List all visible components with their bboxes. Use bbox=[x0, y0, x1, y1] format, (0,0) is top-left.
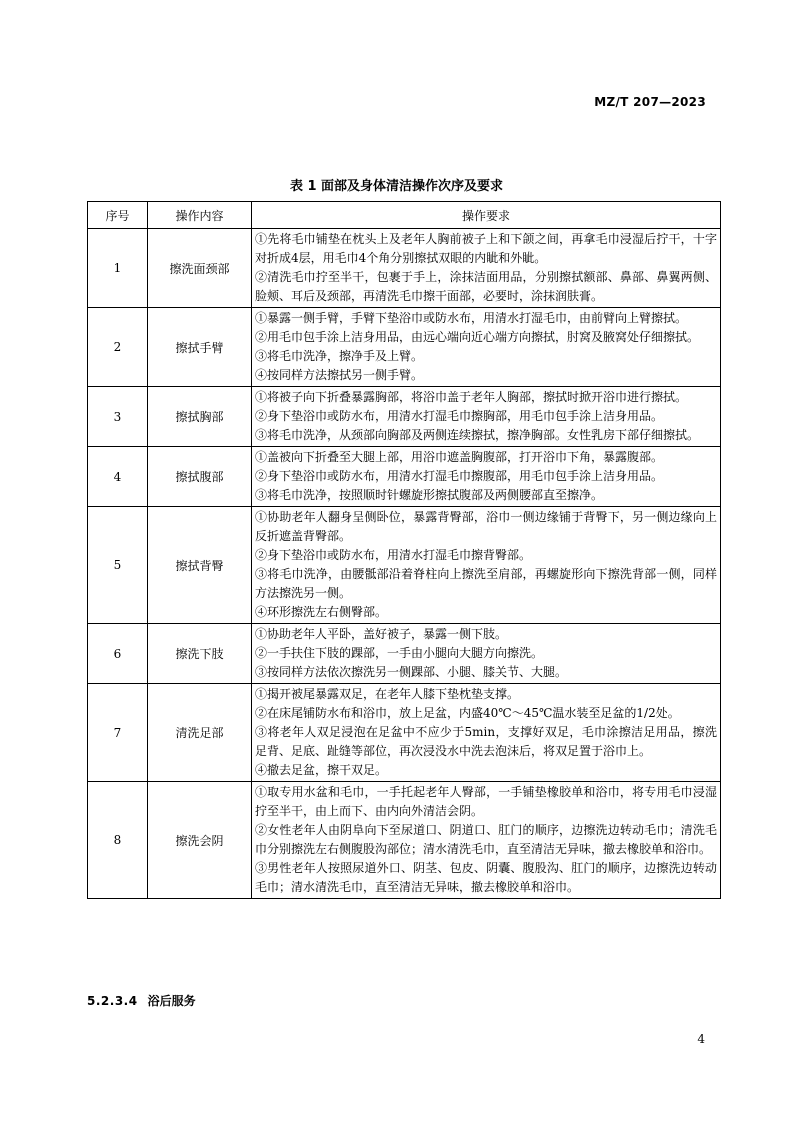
row-seq: 6 bbox=[88, 624, 148, 684]
row-operation: 清洗足部 bbox=[148, 684, 252, 782]
requirement-step: ①协助老年人翻身呈侧卧位，暴露背臀部，浴巾一侧边缘铺于背臀下，另一侧边缘向上反折遮盖背臀部。 bbox=[255, 510, 717, 543]
row-operation: 擦拭胸部 bbox=[148, 387, 252, 447]
requirement-step: ②身下垫浴巾或防水布，用清水打湿毛巾擦腹部，用毛巾包手涂上洁身用品。 bbox=[255, 469, 664, 483]
requirement-step: ①暴露一侧手臂，手臂下垫浴巾或防水布，用清水打湿毛巾，由前臂向上臂擦拭。 bbox=[255, 311, 688, 325]
table-title: 表 1 面部及身体清洁操作次序及要求 bbox=[289, 179, 504, 194]
section-title: 浴后服务 bbox=[147, 994, 196, 1008]
row-requirements bbox=[252, 507, 721, 624]
row-seq: 8 bbox=[88, 782, 148, 899]
row-requirements bbox=[252, 387, 721, 447]
requirement-step: ③男性老年人按照尿道外口、阴茎、包皮、阴囊、腹股沟、肛门的顺序，边擦洗边转动毛巾；清水清洗毛巾，直至清洁无异味，撤去橡胶单和浴巾。 bbox=[255, 861, 717, 894]
requirement-step: ③将老年人双足浸泡在足盆中不应少于5min，支撑好双足，毛巾涂擦洁足用品，擦洗足背、足底、趾缝等部位，再次浸没水中洗去泡沫后，将双足置于浴巾上。 bbox=[255, 725, 717, 758]
requirement-step: ②清洗毛巾拧至半干，包裹于手上，涂抹洁面用品，分别擦拭额部、鼻部、鼻翼两侧、脸颊、耳后及颈部，再清洗毛巾擦干面部，必要时，涂抹润肤膏。 bbox=[255, 270, 717, 303]
table-header-row bbox=[88, 202, 721, 229]
row-operation: 擦洗面颈部 bbox=[148, 229, 252, 308]
row-requirements bbox=[252, 624, 721, 684]
requirement-step: ②在床尾铺防水布和浴巾，放上足盆，内盛40℃～45℃温水装至足盆的1/2处。 bbox=[255, 706, 680, 720]
requirement-step: ③将毛巾洗净，擦净手及上臂。 bbox=[255, 349, 424, 363]
requirement-step: ④撤去足盆，擦干双足。 bbox=[255, 763, 388, 777]
care-steps-table bbox=[87, 201, 721, 899]
section-heading bbox=[87, 992, 196, 1009]
page-number: 4 bbox=[697, 1032, 705, 1046]
table-row bbox=[88, 684, 721, 782]
column-header-seq: 序号 bbox=[88, 202, 148, 229]
table-row bbox=[88, 387, 721, 447]
requirement-step: ①揭开被尾暴露双足，在老年人膝下垫枕垫支撑。 bbox=[255, 687, 520, 701]
column-header-requirements: 操作要求 bbox=[252, 202, 721, 229]
section-number: 5.2.3.4 bbox=[87, 994, 138, 1008]
row-operation: 擦洗下肢 bbox=[148, 624, 252, 684]
requirement-step: ③按同样方法依次擦洗另一侧踝部、小腿、膝关节、大腿。 bbox=[255, 665, 568, 679]
row-operation: 擦拭背臀 bbox=[148, 507, 252, 624]
row-seq: 1 bbox=[88, 229, 148, 308]
row-seq: 4 bbox=[88, 447, 148, 507]
table-row bbox=[88, 507, 721, 624]
requirement-step: ③将毛巾洗净，按照顺时针螺旋形擦拭腹部及两侧腰部直至擦净。 bbox=[255, 488, 604, 502]
requirement-step: ②女性老年人由阴阜向下至尿道口、阴道口、肛门的顺序，边擦洗边转动毛巾；清洗毛巾分别擦洗左右侧腹股沟部位；清水清洗毛巾，直至清洁无异味，撤去橡胶单和浴巾。 bbox=[255, 823, 717, 856]
row-operation: 擦拭腹部 bbox=[148, 447, 252, 507]
requirement-step: ①将被子向下折叠暴露胸部，将浴巾盖于老年人胸部，擦拭时掀开浴巾进行擦拭。 bbox=[255, 390, 688, 404]
requirement-step: ②身下垫浴巾或防水布，用清水打湿毛巾擦背臀部。 bbox=[255, 548, 532, 562]
row-seq: 3 bbox=[88, 387, 148, 447]
standard-code: MZ/T 207—2023 bbox=[594, 95, 706, 109]
column-header-item: 操作内容 bbox=[148, 202, 252, 229]
table-row bbox=[88, 782, 721, 899]
requirement-step: ③将毛巾洗净，由腰骶部沿着脊柱向上擦洗至肩部，再螺旋形向下擦洗背部一侧，同样方法擦洗另一侧。 bbox=[255, 567, 717, 600]
row-requirements bbox=[252, 308, 721, 387]
requirement-step: ②一手扶住下肢的踝部，一手由小腿向大腿方向擦洗。 bbox=[255, 646, 544, 660]
row-requirements bbox=[252, 229, 721, 308]
row-operation: 擦拭手臂 bbox=[148, 308, 252, 387]
row-seq: 5 bbox=[88, 507, 148, 624]
requirement-step: ①盖被向下折叠至大腿上部，用浴巾遮盖胸腹部，打开浴巾下角，暴露腹部。 bbox=[255, 450, 664, 464]
row-requirements bbox=[252, 447, 721, 507]
row-operation: 擦洗会阴 bbox=[148, 782, 252, 899]
requirement-step: ①取专用水盆和毛巾，一手托起老年人臀部，一手铺垫橡胶单和浴巾，将专用毛巾浸湿拧至半干，由上而下、由内向外清洁会阴。 bbox=[255, 785, 717, 818]
requirement-step: ③将毛巾洗净，从颈部向胸部及两侧连续擦拭，擦净胸部。女性乳房下部仔细擦拭。 bbox=[255, 428, 700, 442]
row-seq: 7 bbox=[88, 684, 148, 782]
table-row bbox=[88, 624, 721, 684]
row-seq: 2 bbox=[88, 308, 148, 387]
requirement-step: ①先将毛巾铺垫在枕头上及老年人胸前被子上和下颌之间，再拿毛巾浸湿后拧干，十字对折成4层，用毛巾4个角分别擦拭双眼的内眦和外眦。 bbox=[255, 232, 717, 265]
row-requirements bbox=[252, 684, 721, 782]
requirement-step: ②身下垫浴巾或防水布，用清水打湿毛巾擦胸部，用毛巾包手涂上洁身用品。 bbox=[255, 409, 664, 423]
requirement-step: ④环形擦洗左右侧臀部。 bbox=[255, 605, 388, 619]
row-requirements bbox=[252, 782, 721, 899]
table-row bbox=[88, 308, 721, 387]
requirement-step: ②用毛巾包手涂上洁身用品，由远心端向近心端方向擦拭，肘窝及腋窝处仔细擦拭。 bbox=[255, 330, 700, 344]
requirement-step: ④按同样方法擦拭另一侧手臂。 bbox=[255, 368, 424, 382]
table-row bbox=[88, 229, 721, 308]
requirement-step: ①协助老年人平卧，盖好被子，暴露一侧下肢。 bbox=[255, 627, 508, 641]
table-row bbox=[88, 447, 721, 507]
